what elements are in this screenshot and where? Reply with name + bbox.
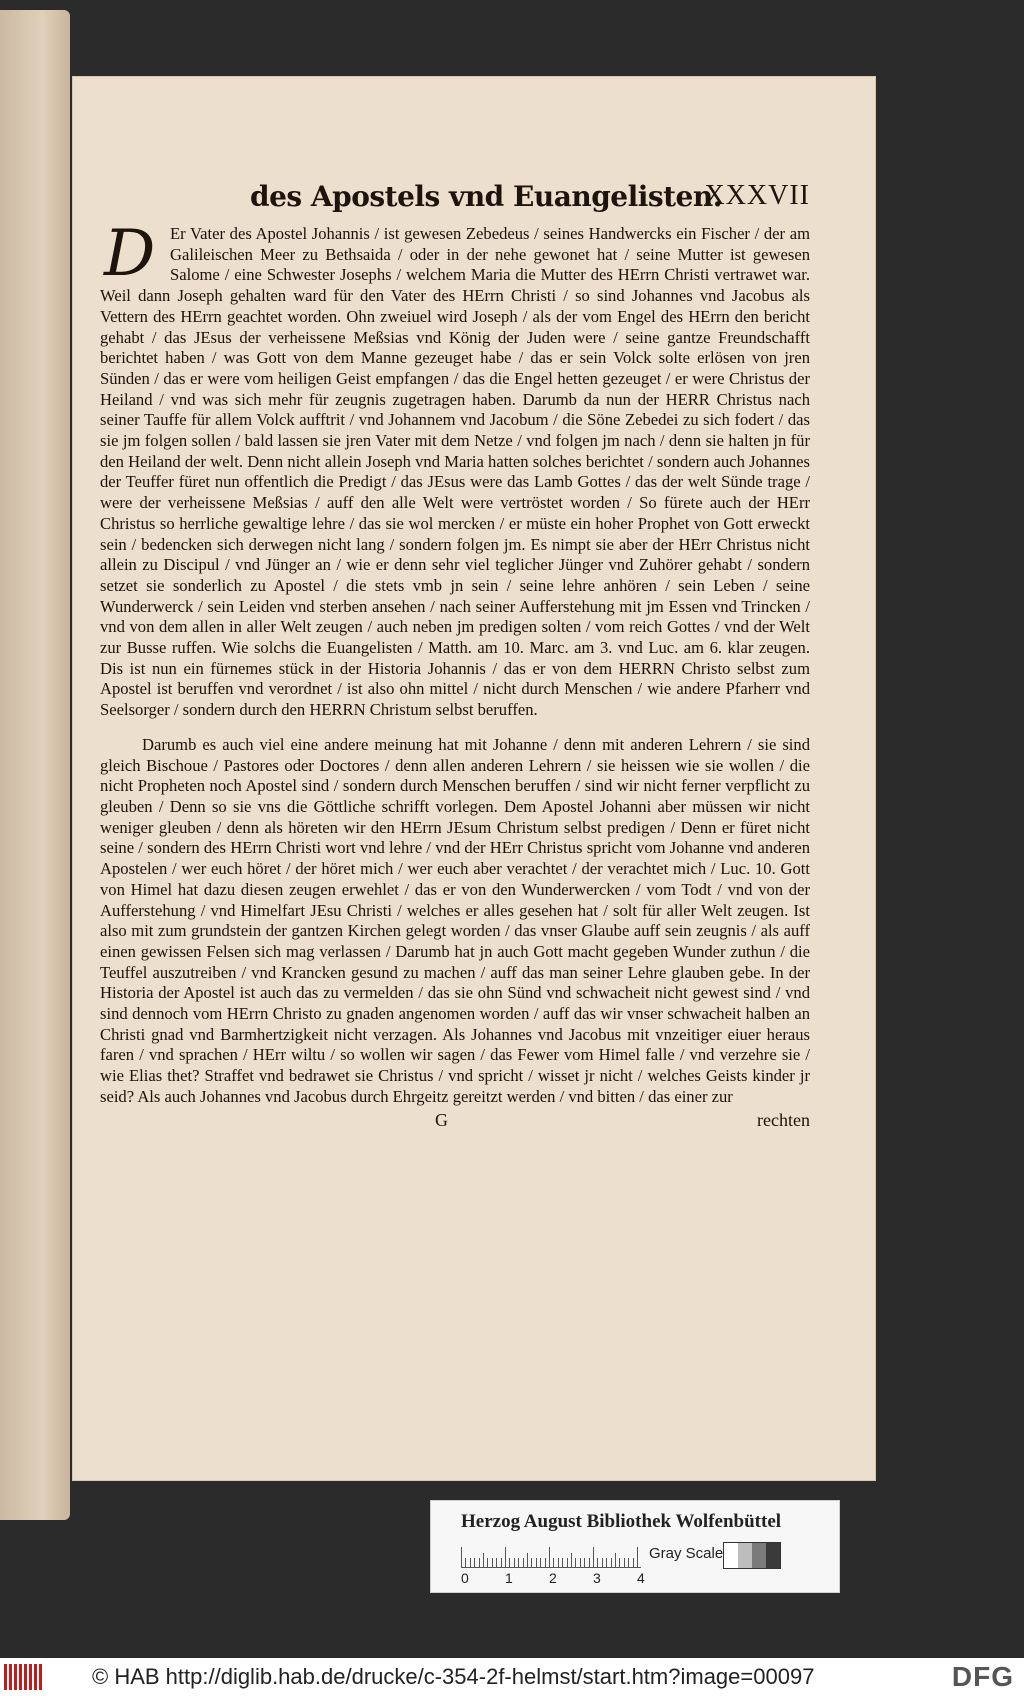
catchword: rechten bbox=[757, 1109, 810, 1130]
body-text bbox=[100, 217, 810, 1108]
ruler-number: 0 bbox=[461, 1570, 469, 1586]
ruler-tick bbox=[633, 1558, 634, 1567]
scale-ruler-numbers bbox=[455, 1570, 655, 1586]
ruler-tick bbox=[584, 1558, 585, 1567]
viewer-footer bbox=[0, 1658, 1024, 1696]
ruler-number: 3 bbox=[593, 1570, 601, 1586]
ruler-tick bbox=[518, 1558, 519, 1567]
ruler-tick bbox=[483, 1553, 484, 1567]
ruler-number: 4 bbox=[637, 1570, 645, 1586]
ruler-tick bbox=[628, 1558, 629, 1567]
ruler-tick bbox=[461, 1547, 462, 1567]
running-title: des Apostels vnd Euangelisten. bbox=[250, 180, 722, 213]
library-name: Herzog August Bibliothek Wolfenbüttel bbox=[461, 1511, 782, 1532]
gray-step bbox=[724, 1543, 738, 1568]
ruler-tick bbox=[611, 1558, 612, 1567]
ruler-tick bbox=[470, 1558, 471, 1567]
ruler-number: 1 bbox=[505, 1570, 513, 1586]
ruler-tick bbox=[589, 1558, 590, 1567]
ruler-tick bbox=[602, 1558, 603, 1567]
ruler-tick bbox=[624, 1558, 625, 1567]
gray-scale-bar bbox=[723, 1542, 781, 1569]
ruler-tick bbox=[487, 1558, 488, 1567]
ruler-tick bbox=[531, 1558, 532, 1567]
ruler-tick bbox=[597, 1558, 598, 1567]
ruler-tick bbox=[553, 1558, 554, 1567]
page-content bbox=[100, 180, 810, 1134]
ruler-tick bbox=[545, 1558, 546, 1567]
paragraph-1 bbox=[100, 217, 810, 721]
ruler-tick bbox=[575, 1558, 576, 1567]
paragraph-2: Darumb es auch viel eine andere meinung hat mit Johanne / denn mit anderen Lehrern / sie sind gleich Bischoue / Pastores oder Doctores / denn allen anderen Lehrern / sie heissen wie sie wollen / die nicht Propheten noch Apostel sind / sondern durch Menschen beruffen / sind wir nicht ferner verpflicht zu gleuben / Denn so sie vns die Göttliche schrifft vorlegen. Dem Apostel Johanni aber müssen wir nicht weniger gleuben / denn als höreten wir den HErrn JEsum Christum selbst predigen / Denn er füret nicht seine / sondern des HErrn Christi wort vnd lehre / vnd der HErr Christus spricht vom Johanne vnd anderen Apostelen / wer euch höret / der höret mich / wer euch aber verachtet / der verachtet mich / Luc. 10. Gott von Himel hat dazu diesen zeugen erwehlet / das er von den Wunderwercken / vom Todt / vnd von der Aufferstehung / vnd Himelfart JEsu Christi / welches er alles gesehen hat / solt für aller Welt zeugen. Ist also mit zum grundstein der gantzen Kirchen gelegt worden / das vnser Glaube auff sein zeugnis / als auff einen gewissen Felsen sich mag verlassen / Darumb hat jn auch Gott macht gegeben Wunder zuthun / die Teuffel auszutreiben / vnd Krancken gesund zu machen / auff das man seiner Lehre glauben gebe. In der Historia der Apostel ist auch das zu vermelden / das sie ohn Sünd vnd schwacheit nicht gewest sind / vnd sind dennoch vom HErrn Christo zu gnaden angenomen worden / auff das wir vnser schwacheit halben an Christi gnad vnd Barmhertzigkeit nicht verzagen. Als Johannes vnd Jacobus mit vnzeitiger eiuer heraus faren / vnd sprachen / HErr wiltu / so wollen wir sagen / das Fewer vom Himel falle / vnd verzehre sie / wie Elias thet? Straffet vnd bedrawet sie Christus / vnd spricht / wisset jr nicht / welches Geists kinder jr seid? Als auch Johannes vnd Jacobus durch Ehrgeitz gereitzt werden / vnd bitten / das einer zur bbox=[100, 734, 810, 1106]
gray-step bbox=[766, 1543, 780, 1568]
ruler-tick bbox=[637, 1547, 638, 1567]
ruler-tick bbox=[465, 1558, 466, 1567]
library-color-stamp bbox=[430, 1500, 840, 1593]
ruler-tick bbox=[505, 1547, 506, 1567]
page-footer-marks bbox=[100, 1110, 810, 1134]
ruler-tick bbox=[492, 1558, 493, 1567]
ruler-tick bbox=[509, 1558, 510, 1567]
scanned-page bbox=[72, 76, 876, 1481]
ruler-tick bbox=[615, 1553, 616, 1567]
ruler-tick bbox=[501, 1558, 502, 1567]
scale-ruler bbox=[461, 1546, 641, 1568]
ruler-number: 2 bbox=[549, 1570, 557, 1586]
ruler-tick bbox=[549, 1547, 550, 1567]
ruler-tick bbox=[571, 1553, 572, 1567]
folio-number: XXXVII bbox=[704, 180, 810, 211]
ruler-tick bbox=[536, 1558, 537, 1567]
ruler-tick bbox=[606, 1558, 607, 1567]
page-header bbox=[100, 180, 810, 220]
ruler-tick bbox=[567, 1558, 568, 1567]
gray-scale-label: Gray Scale bbox=[649, 1545, 724, 1562]
ruler-tick bbox=[496, 1558, 497, 1567]
ruler-tick bbox=[479, 1558, 480, 1567]
ruler-tick bbox=[527, 1553, 528, 1567]
ruler-tick bbox=[562, 1558, 563, 1567]
ruler-tick bbox=[474, 1558, 475, 1567]
gray-step bbox=[752, 1543, 766, 1568]
gray-step bbox=[738, 1543, 752, 1568]
signature-mark: G bbox=[435, 1109, 448, 1130]
dfg-logo: DFG bbox=[951, 1661, 1014, 1692]
ruler-tick bbox=[514, 1558, 515, 1567]
adjacent-page-edge bbox=[0, 10, 70, 1520]
ruler-tick bbox=[540, 1558, 541, 1567]
drop-cap: D bbox=[104, 217, 156, 291]
paragraph-1-text: Er Vater des Apostel Johannis / ist gewesen Zebedeus / seines Handwercks ein Fischer / der am Galileischen Meer zu Bethsaida / oder in der nehe gewonet hat / seine Mutter ist gewesen Salome / eine Schwester Josephs / welchem Maria die Mutter des HErrn Christi vertrawet war. Weil dann Joseph gehalten ward für den Vater des HErrn Christi / so sind Johannes vnd Jacobus als Vettern des HErrn geachtet worden. Ohn zweiuel wird Joseph / als der vom Engel des HErrn den bericht gehabt / das JEsus der verheissene Meßsias vnd König der Juden were / seine gantze Freundschafft berichtet haben / was Gott von dem Manne gezeuget habe / das er sein Volck solte erlösen von jren Sünden / das er were vom heiligen Geist empfangen / das die Engel hetten gezeuget / er were Christus der Heiland / vnd was sich mehr für zeugnis zugetragen haben. Darumb da nun der HERR Christus nach seiner Tauffe für allem Volck aufftrit / vnd Johannem vnd Jacobum / die Söne Zebedei zu sich fodert / das sie jm folgen sollen / bald lassen sie jren Vater mit dem Netze / vnd folgen jm nach / denn sie halten jn für den Heiland der welt. Denn nicht allein Joseph vnd Maria hatten solches berichtet / sondern auch Johannes der Teuffer füret nun offentlich die Predigt / das JEsus were das Lamb Gottes / das der welt Sünde trage / were der verheissene Meßsias / auff den alle Welt were vertröstet worden / So fürete auch der HErr Christus so herrliche gewaltige lehre / das sie wol mercken / er müste ein hoher Prophet von Gott erweckt sein / bedencken sich derwegen nicht lang / sondern folgen jm. Es nimpt sie aber der HErr Christus nicht allein zu Discipul / vnd Jünger an / wie er denn sehr viel teglicher Jünger vnd Zuhörer gehabt / sondern setzet sie sonderlich zu Apostel / die stets vmb jn sein / seine lehre anhören / sein Leben / seine Wunderwerck / sein Leiden vnd sterben ansehen / nach seiner Aufferstehung mit jm Essen vnd Trincken / vnd von dem allen in aller Welt zeugen / auch neben jm predigen solten / vom reich Gottes / vnd der Welt zur Busse ruffen. Wie solchs die Euangelisten / Matth. am 10. Marc. am 3. vnd Luc. am 6. klar zeugen. Dis ist nun ein fürnemes stück in der Historia Johannis / das er von dem HERRN Christo selbst zum Apostel ist beruffen vnd verordnet / ist also ohn mittel / nicht durch Menschen / wie andere Pfarherr vnd Seelsorger / sondern durch den HERRN Christum selbst beruffen. bbox=[100, 224, 810, 720]
ruler-tick bbox=[523, 1558, 524, 1567]
ruler-tick bbox=[619, 1558, 620, 1567]
source-url[interactable]: © HAB http://diglib.hab.de/drucke/c-354-2f-helmst/start.htm?image=00097 bbox=[92, 1664, 815, 1689]
hab-barcode-logo-icon bbox=[4, 1662, 52, 1692]
ruler-tick bbox=[593, 1547, 594, 1567]
ruler-tick bbox=[558, 1558, 559, 1567]
ruler-tick bbox=[580, 1558, 581, 1567]
